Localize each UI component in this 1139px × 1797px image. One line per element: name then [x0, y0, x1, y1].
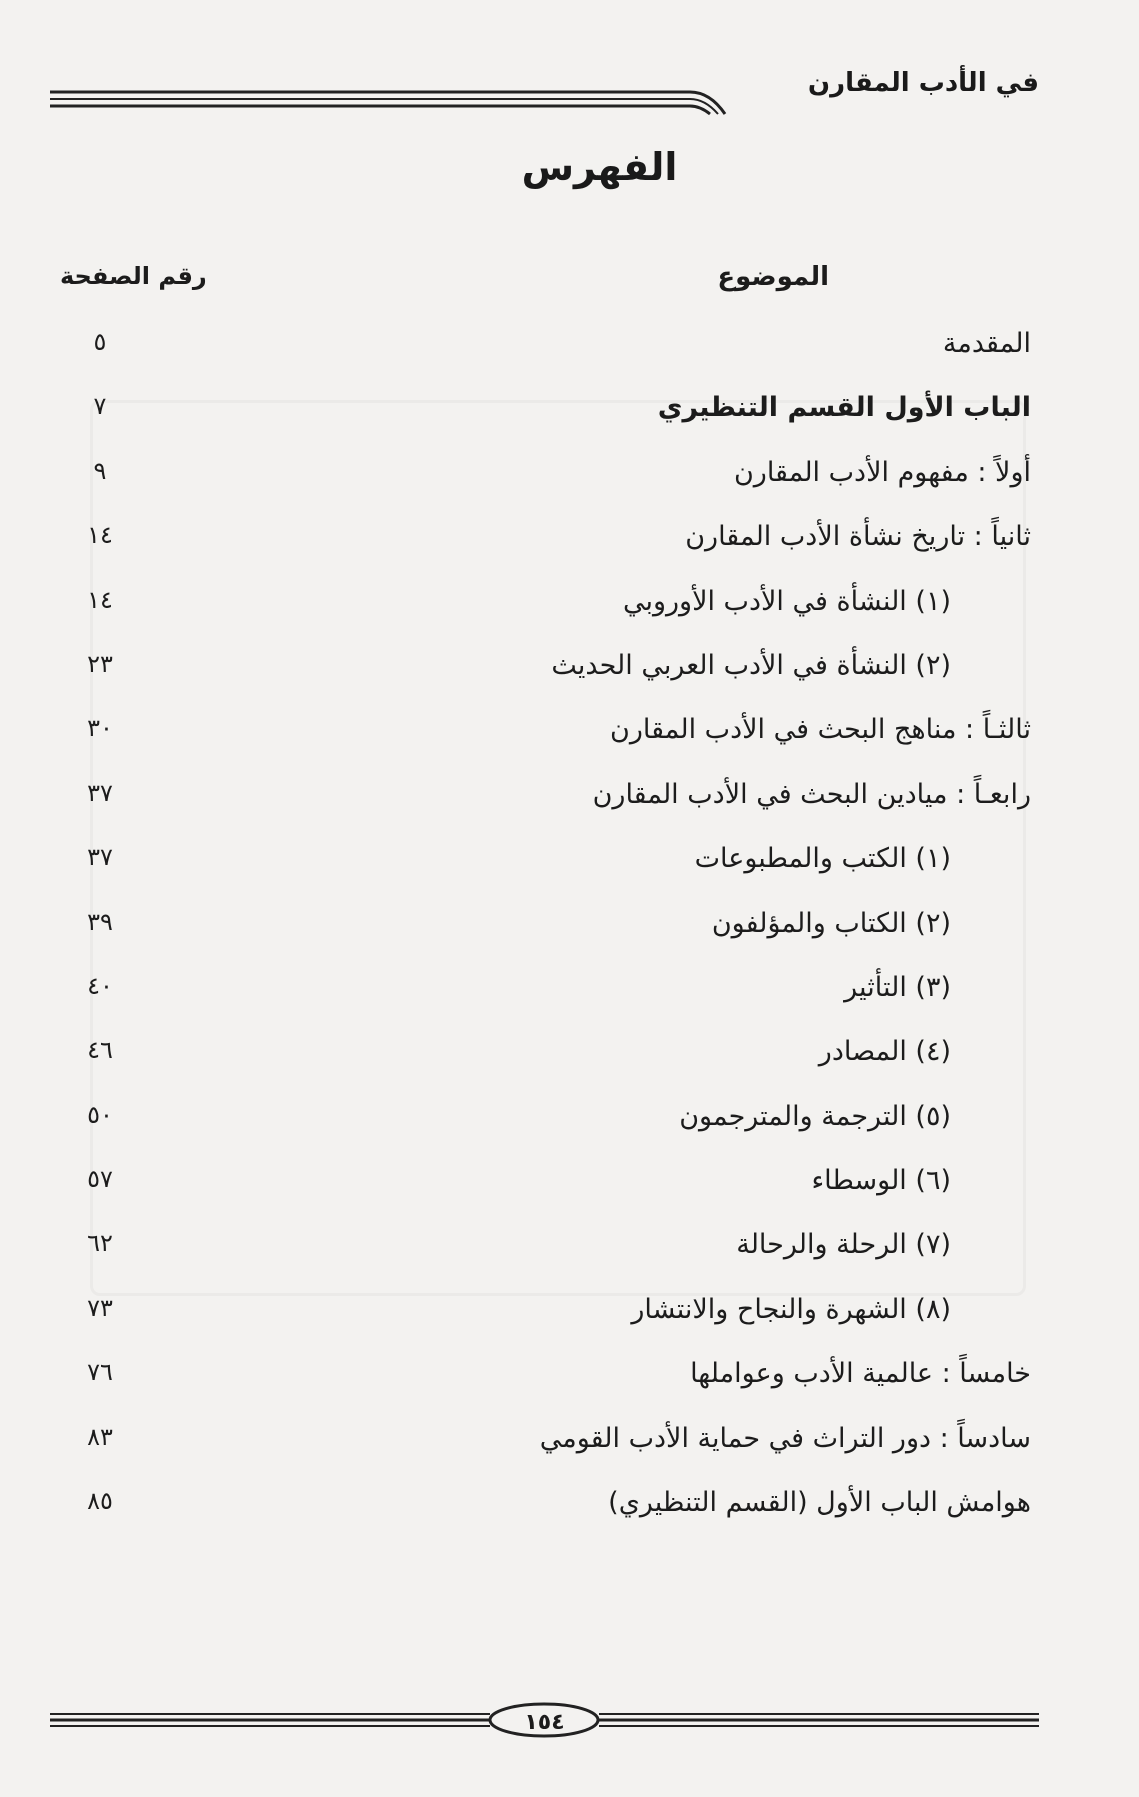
entry-page: ٥ [93, 328, 107, 356]
toc-list [60, 322, 1031, 1545]
toc-entry [60, 837, 1031, 901]
entry-page: ٨٥ [87, 1487, 113, 1516]
entry-page: ١٤ [87, 585, 113, 614]
entry-page: ٦٢ [87, 1229, 113, 1258]
toc-entry [60, 1095, 1031, 1159]
toc-entry [60, 1030, 1031, 1094]
entry-page: ٥٠ [87, 1100, 113, 1129]
entry-topic: (٧) الرحلة والرحالة [736, 1229, 951, 1261]
column-heading-page: رقم الصفحة [60, 262, 207, 290]
entry-topic: (٦) الوسطاء [811, 1165, 951, 1197]
entry-page: ٤٠ [87, 971, 113, 1000]
page-number: ١٥٤ [524, 1710, 565, 1735]
toc-entry [60, 1159, 1031, 1223]
entry-topic: أولاً : مفهوم الأدب المقارن [733, 456, 1031, 488]
entry-page: ٣٠ [87, 714, 113, 743]
entry-topic: سادساً : دور التراث في حماية الأدب القومي [539, 1422, 1031, 1454]
toc-entry [60, 966, 1031, 1030]
running-title: في الأدب المقارن [807, 68, 1039, 98]
toc-entry [60, 708, 1031, 772]
entry-page: ١٤ [87, 521, 113, 550]
entry-page: ٢٣ [87, 649, 113, 678]
toc-entry [60, 1352, 1031, 1416]
entry-topic: ثانياً : تاريخ نشأة الأدب المقارن [685, 521, 1031, 553]
toc-entry [60, 902, 1031, 966]
toc-entry [60, 386, 1031, 450]
toc-entry [60, 515, 1031, 579]
toc-entry [60, 1288, 1031, 1352]
toc-entry [60, 451, 1031, 515]
entry-page: ٩ [93, 456, 107, 485]
toc-entry [60, 1481, 1031, 1545]
toc-entry [60, 1417, 1031, 1481]
entry-page: ٨٣ [87, 1422, 113, 1451]
entry-topic: (٢) الكتاب والمؤلفون [711, 907, 951, 939]
column-heading-topic: الموضوع [717, 262, 829, 292]
entry-topic: (٢) النشأة في الأدب العربي الحديث [551, 649, 951, 681]
entry-topic: (٨) الشهرة والنجاح والانتشار [631, 1293, 951, 1325]
entry-topic: ثالثـاً : مناهج البحث في الأدب المقارن [609, 714, 1031, 746]
entry-topic: خامساً : عالمية الأدب وعواملها [690, 1358, 1031, 1390]
running-header [50, 60, 1039, 120]
entry-page: ٣٩ [87, 907, 113, 936]
entry-topic: المقدمة [942, 328, 1031, 359]
toc-entry [60, 1223, 1031, 1287]
entry-page: ٧٣ [87, 1293, 113, 1322]
entry-topic: الباب الأول القسم التنظيري [657, 392, 1031, 424]
header-rule [50, 86, 740, 116]
toc-entry [60, 773, 1031, 837]
entry-page: ٣٧ [87, 843, 113, 872]
entry-topic: (٤) المصادر [818, 1036, 951, 1068]
entry-topic: هوامش الباب الأول (القسم التنظيري) [608, 1487, 1031, 1519]
toc-entry [60, 580, 1031, 644]
page-footer [50, 1700, 1039, 1750]
toc-entry [60, 322, 1031, 386]
entry-topic: (١) النشأة في الأدب الأوروبي [622, 585, 951, 617]
entry-topic: رابعـاً : ميادين البحث في الأدب المقارن [592, 778, 1031, 810]
toc-entry [60, 644, 1031, 708]
entry-page: ٧٦ [87, 1358, 113, 1387]
entry-page: ٥٧ [87, 1165, 113, 1194]
entry-page: ٧ [93, 392, 107, 421]
entry-topic: (٣) التأثير [844, 971, 951, 1003]
page-title: الفهرس [521, 145, 678, 189]
entry-page: ٣٧ [87, 778, 113, 807]
entry-topic: (٥) الترجمة والمترجمون [679, 1100, 951, 1132]
entry-page: ٤٦ [87, 1036, 113, 1065]
entry-topic: (١) الكتب والمطبوعات [694, 843, 951, 875]
